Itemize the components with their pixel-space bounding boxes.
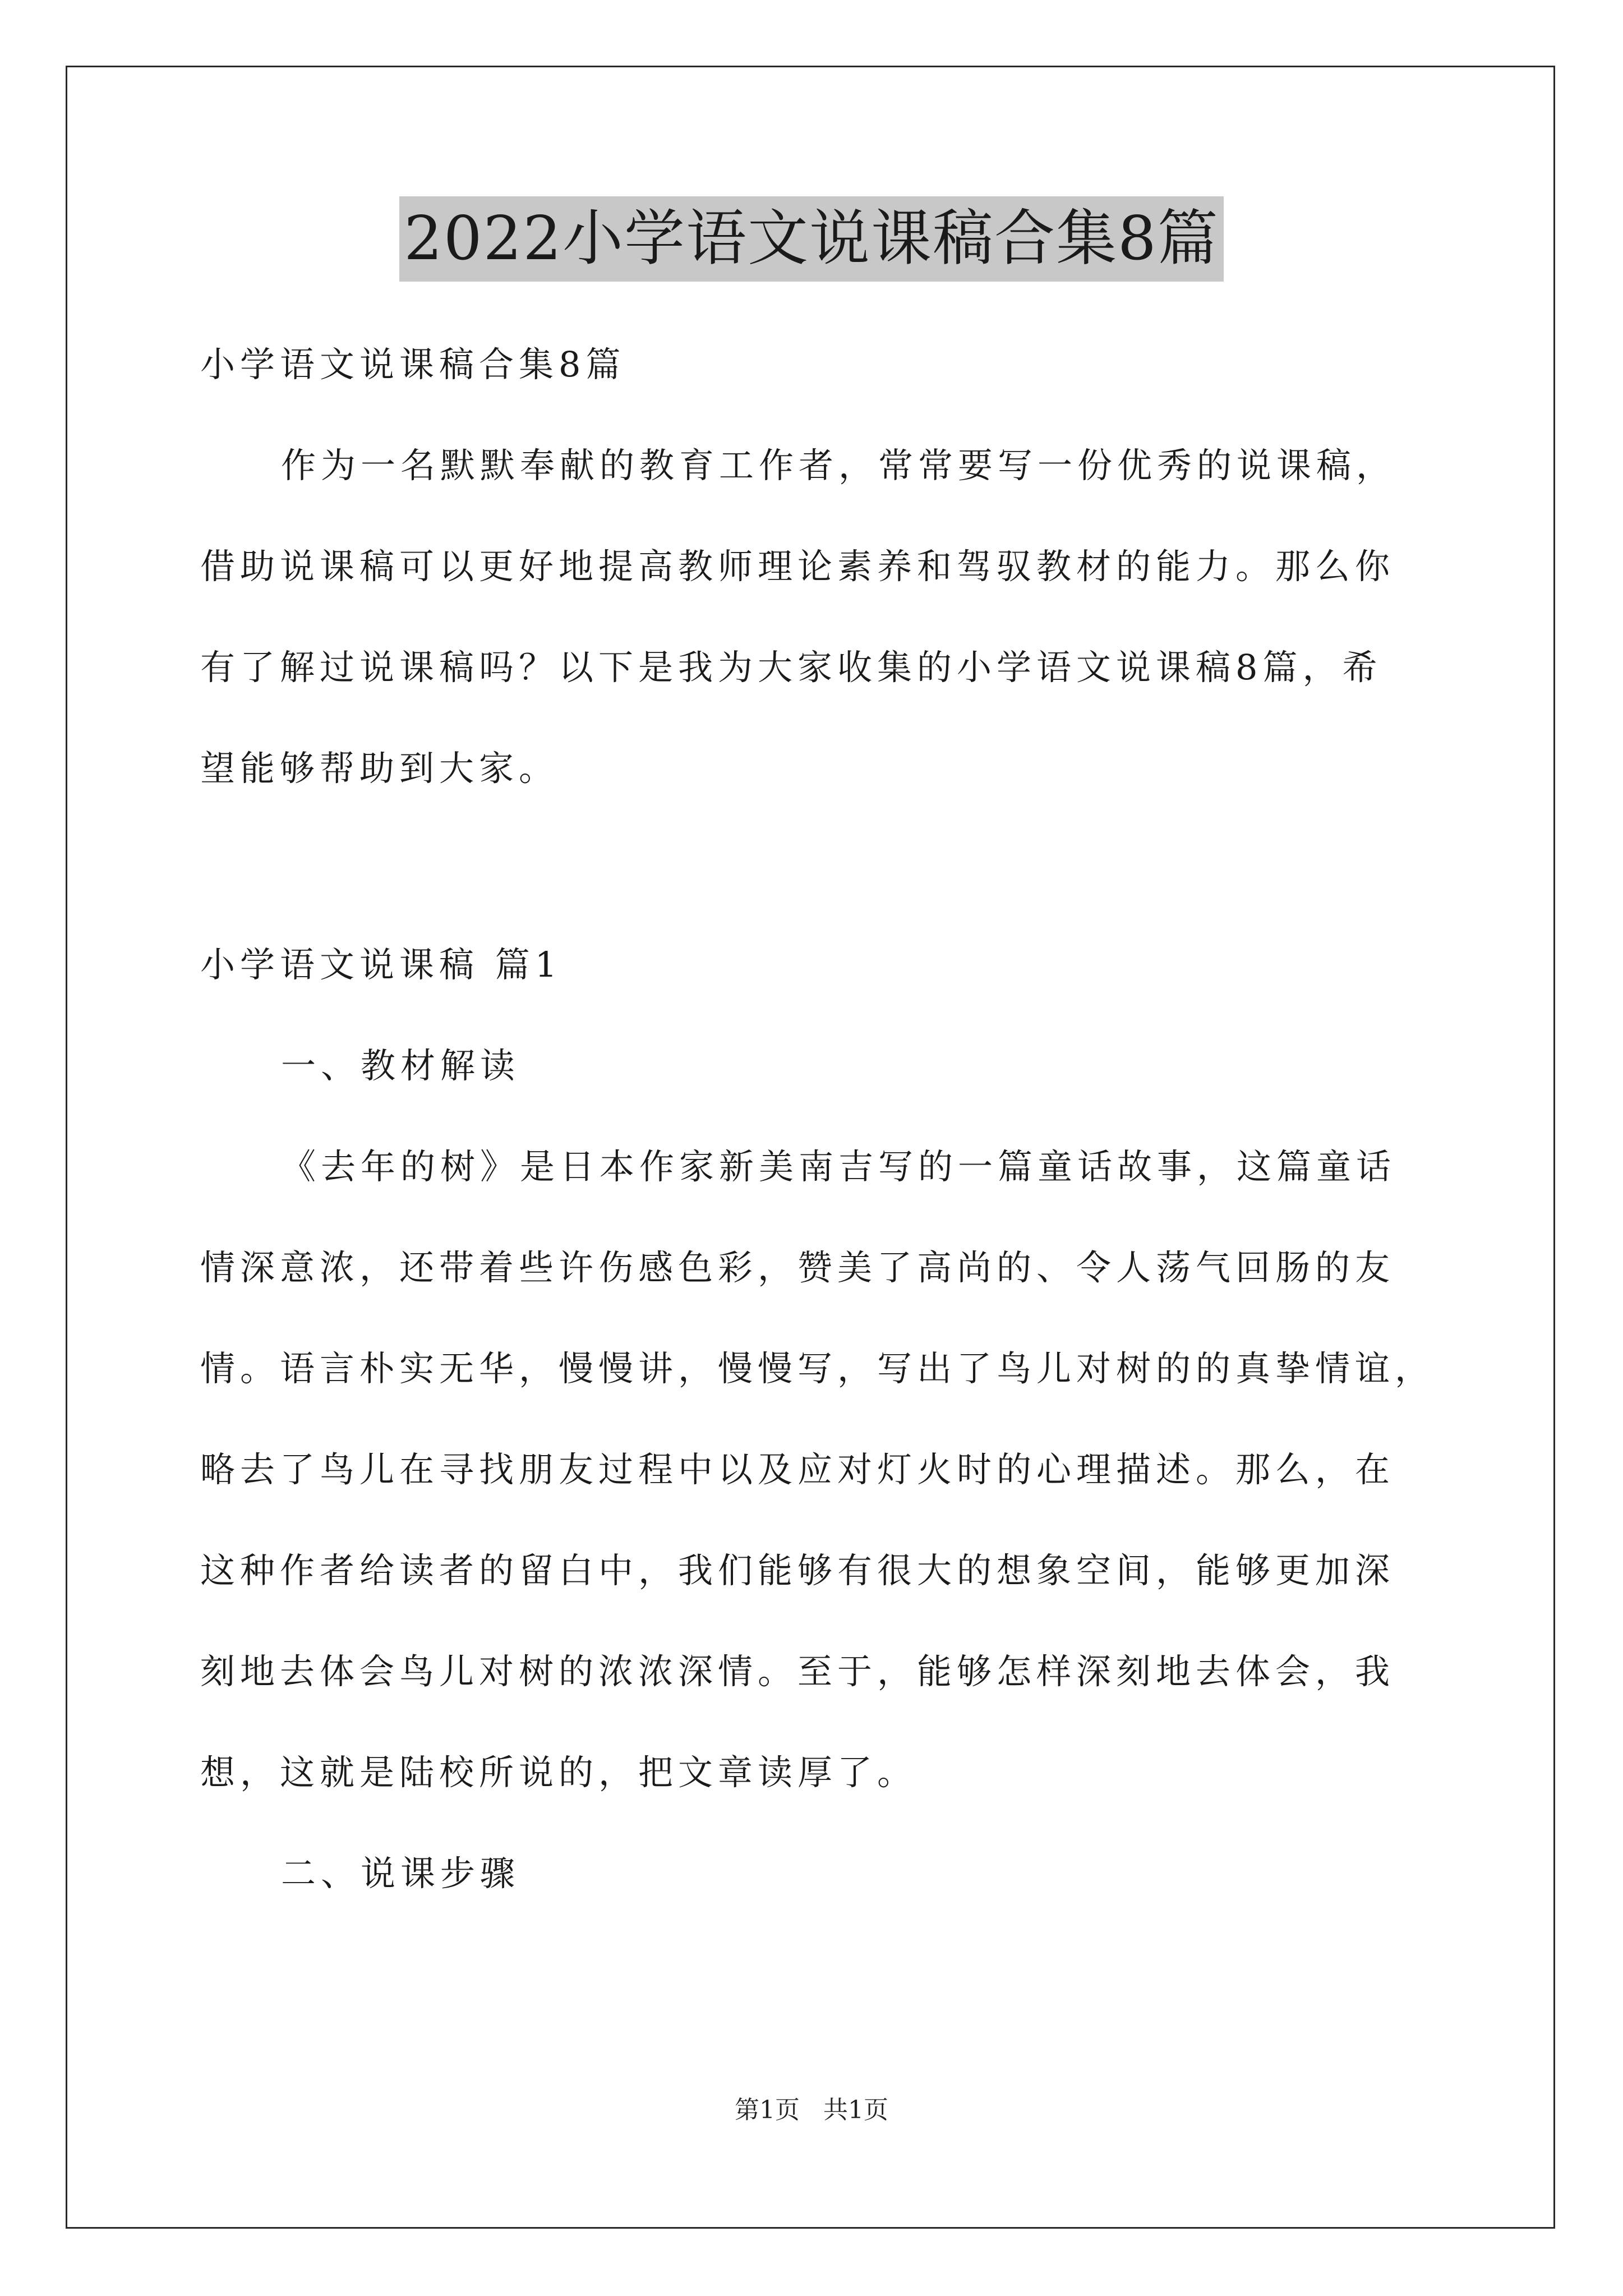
body-line: 刻地去体会鸟儿对树的浓浓深情。至于，能够怎样深刻地去体会，我 bbox=[200, 1651, 1395, 1692]
intro-line: 有了解过说课稿吗？以下是我为大家收集的小学语文说课稿8篇，希 bbox=[200, 647, 1382, 688]
body-line: 情。语言朴实无华，慢慢讲，慢慢写，写出了鸟儿对树的的真挚情谊， bbox=[200, 1348, 1435, 1389]
document-subtitle: 小学语文说课稿合集8篇 bbox=[200, 344, 626, 385]
body-line: 略去了鸟儿在寻找朋友过程中以及应对灯火时的心理描述。那么，在 bbox=[200, 1449, 1395, 1490]
body-line: 情深意浓，还带着些许伤感色彩，赞美了高尚的、令人荡气回肠的友 bbox=[200, 1247, 1395, 1288]
body-line: 这种作者给读者的留白中，我们能够有很大的想象空间，能够更加深 bbox=[200, 1550, 1395, 1591]
part1-heading: 一、教材解读 bbox=[281, 1045, 520, 1086]
document-body bbox=[200, 314, 1442, 1924]
intro-line: 借助说课稿可以更好地提高教师理论素养和驾驭教材的能力。那么你 bbox=[200, 546, 1395, 587]
body-line: 想，这就是陆校所说的，把文章读厚了。 bbox=[200, 1752, 917, 1793]
section-heading: 小学语文说课稿 篇1 bbox=[200, 944, 562, 985]
page-footer bbox=[0, 2090, 1623, 2125]
paragraph-gap bbox=[200, 819, 1442, 914]
intro-line: 望能够帮助到大家。 bbox=[200, 748, 559, 789]
part2-heading: 二、说课步骤 bbox=[281, 1853, 520, 1894]
page-total: 共1页 bbox=[823, 2096, 888, 2124]
title-container bbox=[0, 196, 1623, 282]
document-title: 2022小学语文说课稿合集8篇 bbox=[399, 196, 1224, 282]
body-line: 《去年的树》是日本作家新美南吉写的一篇童话故事，这篇童话 bbox=[281, 1146, 1396, 1187]
intro-line: 作为一名默默奉献的教育工作者，常常要写一份优秀的说课稿， bbox=[281, 445, 1396, 486]
page-number: 第1页 bbox=[735, 2096, 800, 2124]
